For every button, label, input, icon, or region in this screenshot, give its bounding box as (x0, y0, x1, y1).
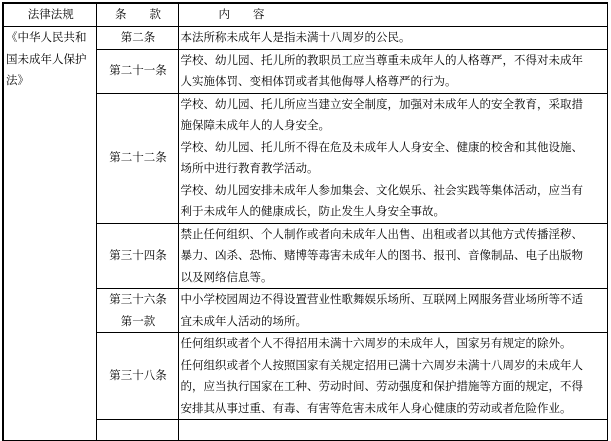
clause-cell (96, 289, 178, 333)
clause-line: 第一款 (120, 313, 156, 328)
law-name-cell (3, 27, 96, 441)
content-line: 中小学校园周边不得设置营业性歌舞娱乐场所、互联网上网服务营业场所等不适 (180, 292, 583, 306)
content-cell-empty (178, 420, 607, 441)
content-line: 利于未成年人的健康成长，防止发生人身安全事故。 (180, 204, 445, 218)
content-cell (178, 49, 607, 93)
content-cell: 本法所称未成年人是指未满十八周岁的公民。 (178, 27, 607, 50)
law-table (2, 2, 608, 441)
content-line: 禁止任何组织、个人制作或者向未成年人出售、出租或者以其他方式传播淫秽、 (180, 226, 583, 241)
content-line: 宜未成年人活动的场所。 (180, 313, 307, 328)
content-line: 场所中进行教育教学活动。 (180, 161, 319, 175)
content-line: 人实施体罚、变相体罚或者其他侮辱人格尊严的行为。 (180, 74, 457, 88)
content-line: 学校、幼儿园、托儿所不得在危及未成年人人身安全、健康的校舍和其他设施、 (180, 139, 583, 154)
content-line: 施保障未成年人的人身安全。 (180, 118, 330, 132)
content-line: 任何组织或者个人按照国家有关规定招用已满十六周岁未满十八周岁的未成年人 (180, 357, 583, 372)
table-header-row (3, 3, 607, 27)
law-name-line: 法》 (6, 73, 29, 87)
header-clause: 条 款 (96, 3, 178, 27)
content-line: 的，应当执行国家在工种、劳动时间、劳动强度和保护措施等方面的规定，不得 (180, 379, 583, 393)
content-line: 学校、幼儿园、托儿所的教职员工应当尊重未成年人的人格尊严，不得对未成年 (180, 52, 583, 67)
content-cell (178, 93, 607, 223)
clause-cell: 第二十一条 (96, 49, 178, 93)
clause-cell: 第三十八条 (96, 333, 178, 420)
clause-cell: 第二十二条 (96, 93, 178, 223)
content-line: 学校、幼儿园安排未成年人参加集会、文化娱乐、社会实践等集体活动，应当有 (180, 182, 583, 197)
clause-line: 第三十六条 (109, 292, 167, 306)
header-content: 内 容 (178, 3, 607, 27)
clause-cell: 第二条 (96, 27, 178, 50)
clause-cell-empty (96, 420, 178, 441)
content-cell (178, 333, 607, 420)
content-line: 以及网络信息等。 (180, 269, 273, 284)
content-cell (178, 289, 607, 333)
header-law: 法律法规 (3, 3, 96, 27)
content-line: 学校、幼儿园、托儿所应当建立安全制度，加强对未成年人的安全教育，采取措 (180, 96, 583, 111)
law-name-line: 国未成年人保护 (6, 51, 87, 66)
clause-cell: 第三十四条 (96, 223, 178, 289)
content-cell (178, 223, 607, 289)
table-row (3, 27, 607, 50)
content-line: 暴力、凶杀、恐怖、赌博等毒害未成年人的图书、报刊、音像制品、电子出版物 (180, 248, 583, 262)
law-name-line: 《中华人民共和 (6, 30, 87, 44)
content-line: 安排其从事过重、有毒、有害等危害未成年人身心健康的劳动或者危险作业。 (180, 400, 572, 415)
content-line: 任何组织或者个人不得招用未满十六周岁的未成年人，国家另有规定的除外。 (180, 336, 572, 350)
